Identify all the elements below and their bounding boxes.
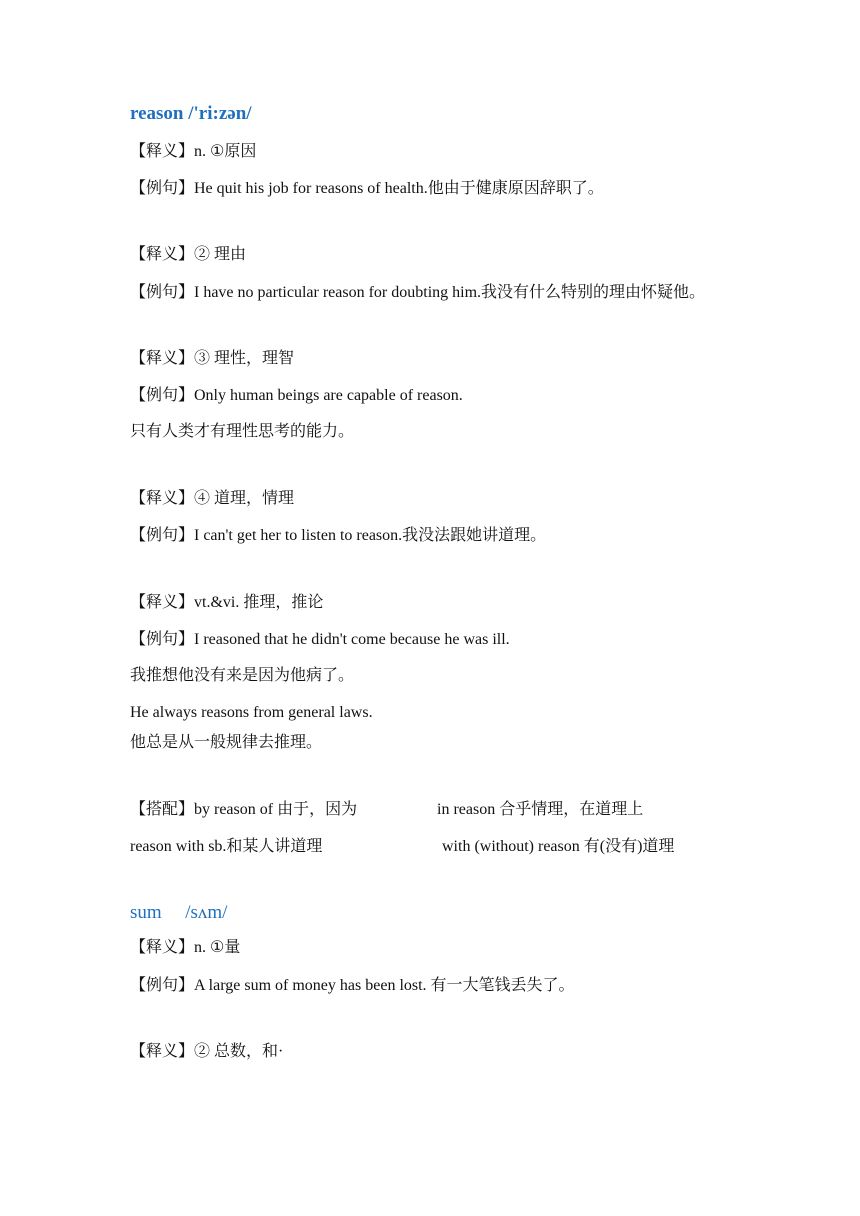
reason-def-1: 【释义】n. ①原因 [130, 143, 257, 160]
reason-example-3-translation: 只有人类才有理性思考的能力。 [130, 423, 355, 440]
reason-def-4: 【释义】④ 道理，情理 [130, 490, 295, 507]
reason-def-3: 【释义】③ 理性，理智 [130, 350, 295, 367]
reason-heading [130, 104, 252, 124]
reason-example-6-translation: 他总是从一般规律去推理。 [130, 734, 323, 751]
sum-def-2: 【释义】② 总数，和· [130, 1043, 284, 1060]
reason-example-2: 【例句】I have no particular reason for doubting him.我没有什么特别的理由怀疑他。 [130, 284, 706, 301]
collocation-2-left: reason with sb.和某人讲道理 [130, 838, 323, 855]
collocation-2-right: with (without) reason 有(没有)道理 [442, 838, 675, 855]
sum-heading [130, 903, 227, 923]
sum-example-1: 【例句】A large sum of money has been lost. 有一大笔钱丢失了。 [130, 977, 575, 994]
reason-def-5: 【释义】vt.&vi. 推理，推论 [130, 594, 324, 611]
reason-example-6: He always reasons from general laws. [130, 704, 373, 721]
reason-def-2: 【释义】② 理由 [130, 246, 247, 263]
reason-phonetic: /'ri:zən/ [188, 103, 252, 124]
sum-def-1: 【释义】n. ①量 [130, 939, 241, 956]
reason-example-1: 【例句】He quit his job for reasons of health.他由于健康原因辞职了。 [130, 180, 604, 197]
reason-example-5: 【例句】I reasoned that he didn't come because he was ill. [130, 631, 510, 648]
reason-word: reason [130, 103, 184, 124]
reason-example-4: 【例句】I can't get her to listen to reason.我没法跟她讲道理。 [130, 527, 547, 544]
collocation-1-left: 【搭配】by reason of 由于，因为 [130, 801, 358, 818]
reason-example-5-translation: 我推想他没有来是因为他病了。 [130, 667, 355, 684]
sum-phonetic: /sʌm/ [185, 902, 228, 923]
reason-example-3: 【例句】Only human beings are capable of reason. [130, 387, 463, 404]
collocation-1-right: in reason 合乎情理，在道理上 [437, 801, 644, 818]
sum-word: sum [130, 902, 162, 923]
